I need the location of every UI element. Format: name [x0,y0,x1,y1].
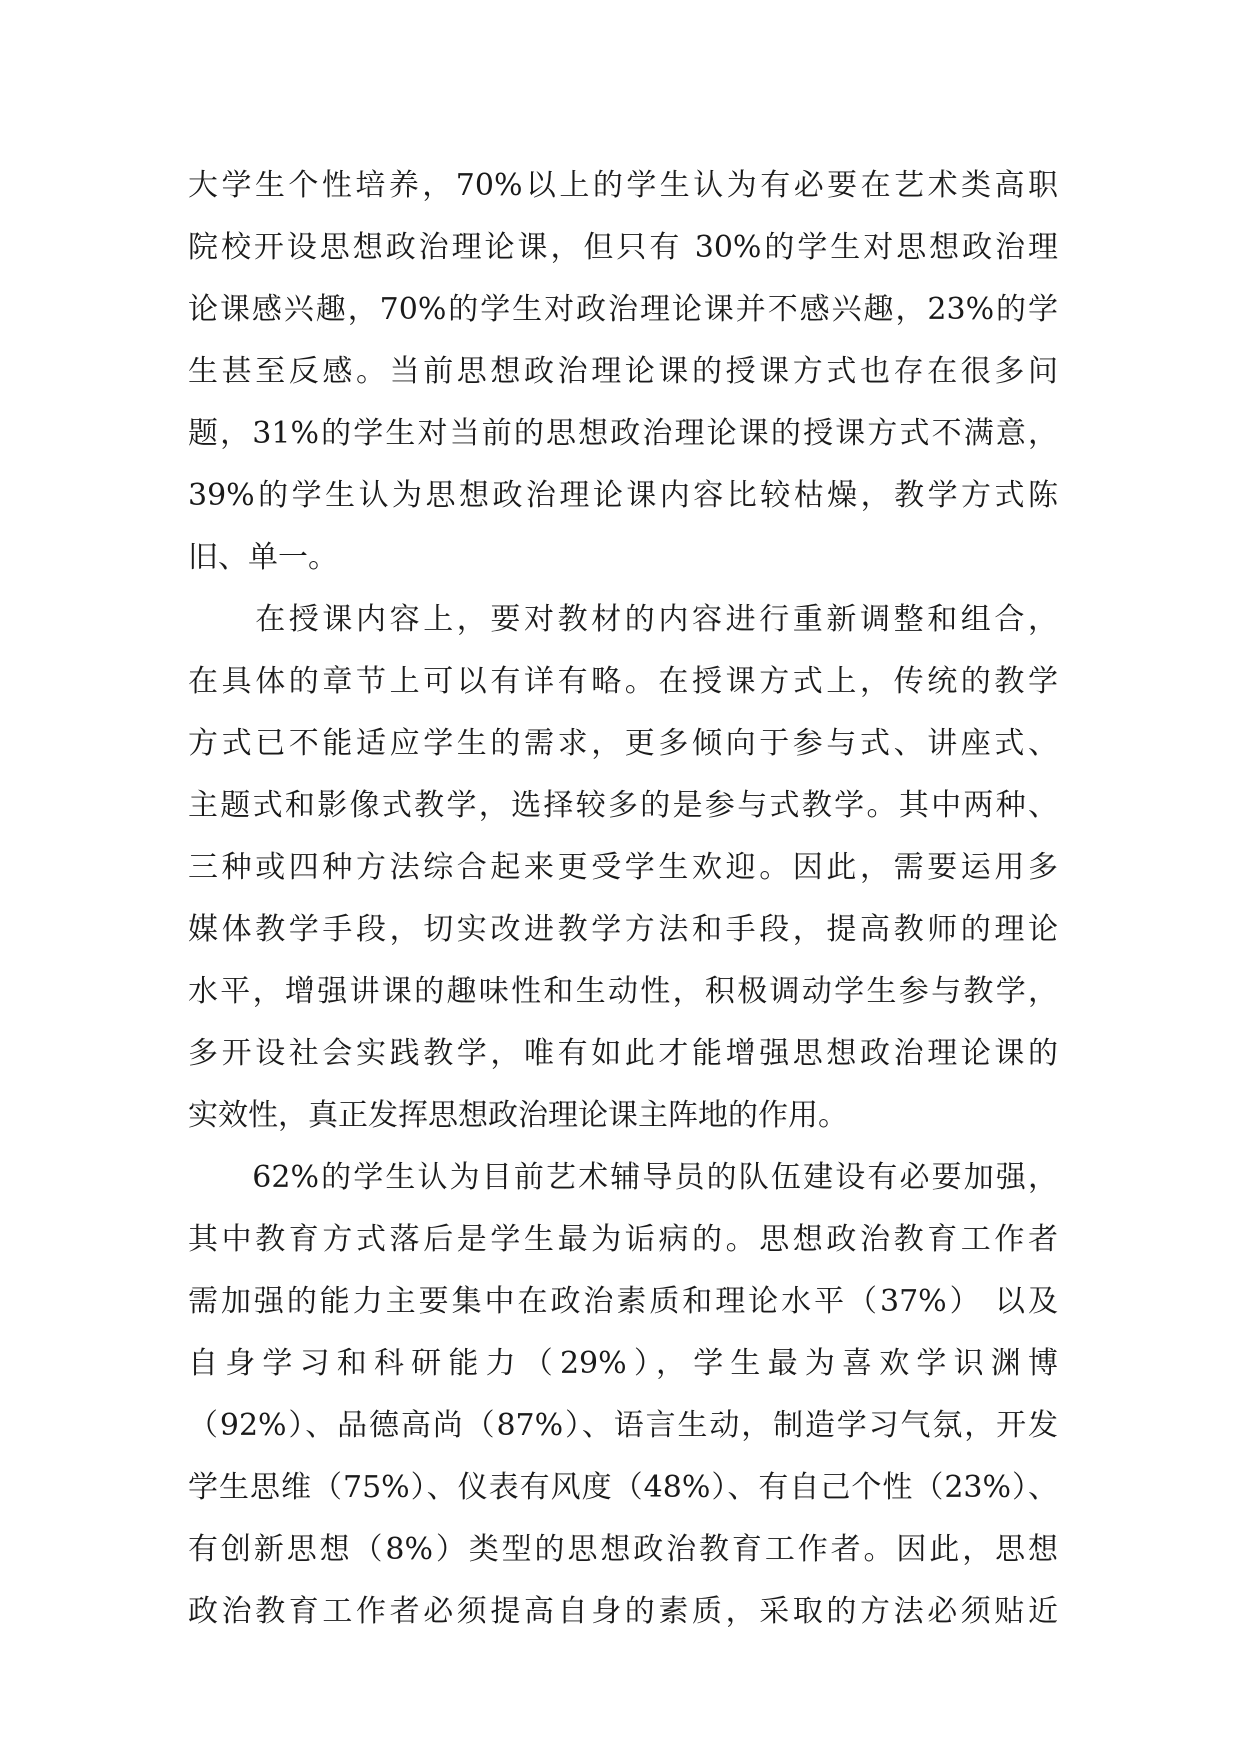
text-line: 主题式和影像式教学，选择较多的是参与式教学。其中两种、 [188,788,1058,823]
text-line: 62%的学生认为目前艺术辅导员的队伍建设有必要加强， [188,1160,1058,1195]
text-line: 三种或四种方法综合起来更受学生欢迎。因此，需要运用多 [188,850,1058,885]
text-line: 在授课内容上，要对教材的内容进行重新调整和组合， [188,602,1058,637]
text-line: 39%的学生认为思想政治理论课内容比较枯燥，教学方式陈 [188,478,1058,513]
text-line: 大学生个性培养，70%以上的学生认为有必要在艺术类高职 [188,168,1058,203]
text-line: 自身学习和科研能力（29%），学生最为喜欢学识渊博 [188,1346,1058,1381]
text-line: 方式已不能适应学生的需求，更多倾向于参与式、讲座式、 [188,726,1058,761]
text-line: 需加强的能力主要集中在政治素质和理论水平（37%） 以及 [188,1284,1058,1319]
text-line: 政治教育工作者必须提高自身的素质，采取的方法必须贴近 [188,1594,1058,1629]
text-line: 学生思维（75%）、仪表有风度（48%）、有自己个性（23%）、 [188,1470,1058,1505]
text-line: 有创新思想（8%）类型的思想政治教育工作者。因此，思想 [188,1532,1058,1567]
body-text [188,155,1058,1643]
text-line: 水平，增强讲课的趣味性和生动性，积极调动学生参与教学， [188,974,1058,1009]
text-line: 院校开设思想政治理论课，但只有 30%的学生对思想政治理 [188,230,1058,265]
text-line: 论课感兴趣，70%的学生对政治理论课并不感兴趣，23%的学 [188,292,1058,327]
text-line: 多开设社会实践教学，唯有如此才能增强思想政治理论课的 [188,1036,1058,1071]
text-line: （92%）、品德高尚（87%）、语言生动，制造学习气氛，开发 [188,1408,1058,1443]
text-line: 生甚至反感。当前思想政治理论课的授课方式也存在很多问 [188,354,1058,389]
text-line: 旧、单一。 [188,540,338,575]
text-line: 在具体的章节上可以有详有略。在授课方式上，传统的教学 [188,664,1058,699]
text-line: 实效性，真正发挥思想政治理论课主阵地的作用。 [188,1098,848,1133]
text-line: 其中教育方式落后是学生最为诟病的。思想政治教育工作者 [188,1222,1058,1257]
text-line: 题，31%的学生对当前的思想政治理论课的授课方式不满意， [188,416,1058,451]
text-line: 媒体教学手段，切实改进教学方法和手段，提高教师的理论 [188,912,1058,947]
